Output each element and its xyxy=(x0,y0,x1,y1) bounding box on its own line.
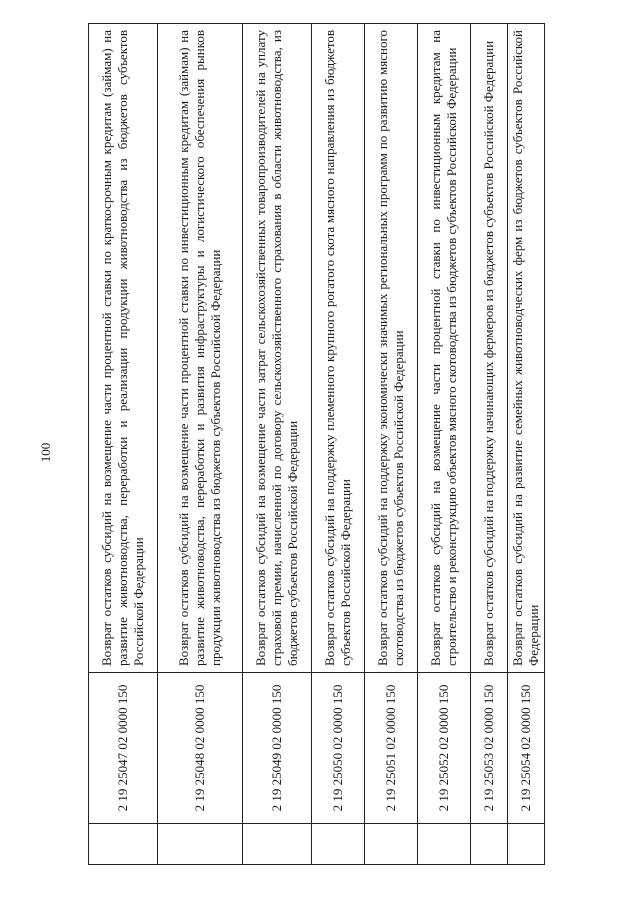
code-cell: 2 19 25048 02 0000 150 xyxy=(158,673,243,824)
empty-cell xyxy=(243,824,312,865)
table-row xyxy=(312,24,365,865)
empty-cell xyxy=(89,824,158,865)
page-number: 100 xyxy=(38,442,53,463)
code-cell: 2 19 25047 02 0000 150 xyxy=(89,673,158,824)
table-row xyxy=(471,24,508,865)
description-cell: Возврат остатков субсидий на развитие семейных животноводческих ферм из бюджетов субъектов Российской Федерации xyxy=(508,24,545,673)
empty-cell xyxy=(312,824,365,865)
empty-cell xyxy=(508,824,545,865)
description-cell: Возврат остатков субсидий на возмещение части затрат сельскохозяйственных товаропроизводителей на уплату страховой премии, начисленной по договору сельскохозяйственного страхования в области животноводства, из бюджетов субъектов Российской Федерации xyxy=(243,24,312,673)
code-cell: 2 19 25049 02 0000 150 xyxy=(243,673,312,824)
description-cell: Возврат остатков субсидий на поддержку начинающих фермеров из бюджетов субъектов Российской Федерации xyxy=(471,24,508,673)
description-cell: Возврат остатков субсидий на поддержку племенного крупного рогатого скота мясного направления из бюджетов субъектов Российской Федерации xyxy=(312,24,365,673)
empty-cell xyxy=(471,824,508,865)
table-row xyxy=(243,24,312,865)
code-cell: 2 19 25053 02 0000 150 xyxy=(471,673,508,824)
table-row xyxy=(508,24,545,865)
code-cell: 2 19 25050 02 0000 150 xyxy=(312,673,365,824)
empty-cell xyxy=(418,824,471,865)
empty-cell xyxy=(158,824,243,865)
budget-codes-table xyxy=(88,23,545,865)
description-cell: Возврат остатков субсидий на возмещение части процентной ставки по инвестиционным кредитам на строительство и реконструкцию объектов мясного скотоводства из бюджетов субъектов Российской Федерации xyxy=(418,24,471,673)
description-cell: Возврат остатков субсидий на возмещение части процентной ставки по инвестиционным кредитам (займам) на развитие животноводства, переработки и развития инфраструктуры и логистического обеспечения рынков продукции животноводства из бюджетов субъектов Российской Федерации xyxy=(158,24,243,673)
table-row xyxy=(365,24,418,865)
code-cell: 2 19 25051 02 0000 150 xyxy=(365,673,418,824)
description-cell: Возврат остатков субсидий на возмещение части процентной ставки по краткосрочным кредитам (займам) на развитие животноводства, переработки и реализации продукции животноводства из бюджетов субъектов Российской Федерации xyxy=(89,24,158,673)
empty-cell xyxy=(365,824,418,865)
description-cell: Возврат остатков субсидий на поддержку экономически значимых региональных программ по развитию мясного скотоводства из бюджетов субъектов Российской Федерации xyxy=(365,24,418,673)
code-cell: 2 19 25052 02 0000 150 xyxy=(418,673,471,824)
table-row xyxy=(89,24,158,865)
table-row xyxy=(418,24,471,865)
table-row xyxy=(158,24,243,865)
code-cell: 2 19 25054 02 0000 150 xyxy=(508,673,545,824)
